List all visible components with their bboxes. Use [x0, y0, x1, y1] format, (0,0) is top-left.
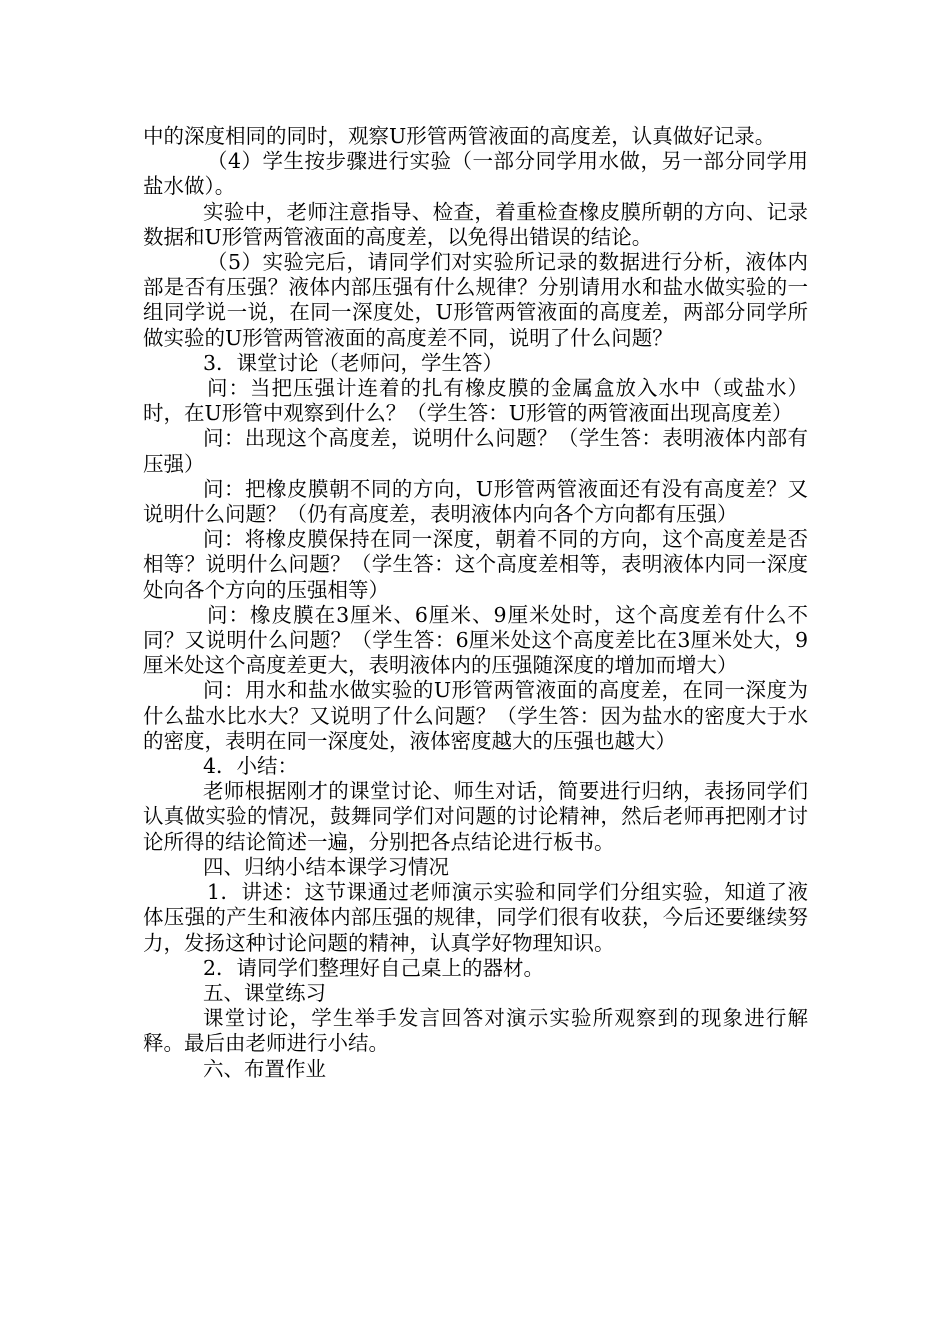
paragraph: （5）实验完后，请同学们对实验所记录的数据进行分析，液体内部是否有压强？液体内部压强有什么规律？分别请用水和盐水做实验的一组同学说一说，在同一深度处，U形管两管液面的高度差，两部分同学所做实验的U形管两管液面的高度差不同，说明了什么问题？	[143, 250, 808, 350]
section-heading: 四、归纳小结本课学习情况	[203, 854, 449, 879]
section-heading: 3．课堂讨论（老师问，学生答）	[203, 350, 504, 375]
paragraph: 问：当把压强计连着的扎有橡皮膜的金属盒放入水中（或盐水）时，在U形管中观察到什么？（学生答：U形管的两管液面出现高度差）	[143, 376, 808, 426]
paragraph: （4）学生按步骤进行实验（一部分同学用水做，另一部分同学用盐水做）。	[143, 149, 808, 199]
paragraph: 1．讲述：这节课通过老师演示实验和同学们分组实验，知道了液体压强的产生和液体内部压强的规律，同学们很有收获，今后还要继续努力，发扬这种讨论问题的精神，认真学好物理知识。	[143, 880, 808, 955]
paragraph: 问：把橡皮膜朝不同的方向，U形管两管液面还有没有高度差？又说明什么问题？（仍有高度差，表明液体内向各个方向都有压强）	[143, 476, 808, 527]
paragraph: 老师根据刚才的课堂讨论、师生对话，简要进行归纳，表扬同学们认真做实验的情况，鼓舞同学们对问题的讨论精神，然后老师再把刚才讨论所得的结论简述一遍，分别把各点结论进行板书。	[143, 779, 808, 854]
document-body	[143, 124, 808, 1082]
paragraph: 问：将橡皮膜保持在同一深度，朝着不同的方向，这个高度差是否相等？说明什么问题？（学生答：这个高度差相等，表明液体内同一深度处向各个方向的压强相等）	[143, 527, 808, 602]
section-heading: 六、布置作业	[203, 1056, 326, 1081]
section-heading: 五、课堂练习	[203, 980, 326, 1005]
section-heading: 4．小结：	[203, 754, 299, 779]
paragraph: 2．请同学们整理好自己桌上的器材。	[203, 955, 545, 980]
paragraph: 问：橡皮膜在3厘米、6厘米、9厘米处时，这个高度差有什么不同？又说明什么问题？（学生答：6厘米处这个高度差比在3厘米处大，9厘米处这个高度差更大，表明液体内的压强随深度的增加而增大）	[143, 602, 808, 678]
paragraph: 中的深度相同的同时，观察U形管两管液面的高度差，认真做好记录。	[143, 124, 776, 148]
paragraph: 实验中，老师注意指导、检查，着重检查橡皮膜所朝的方向、记录数据和U形管两管液面的高度差，以免得出错误的结论。	[143, 199, 808, 249]
paragraph: 问：出现这个高度差，说明什么问题？（学生答：表明液体内部有压强）	[143, 426, 808, 476]
paragraph: 课堂讨论，学生举手发言回答对演示实验所观察到的现象进行解释。最后由老师进行小结。	[143, 1006, 808, 1056]
paragraph: 问：用水和盐水做实验的U形管两管液面的高度差，在同一深度为什么盐水比水大？又说明了什么问题？（学生答：因为盐水的密度大于水的密度，表明在同一深度处，液体密度越大的压强也越大）	[143, 678, 808, 753]
